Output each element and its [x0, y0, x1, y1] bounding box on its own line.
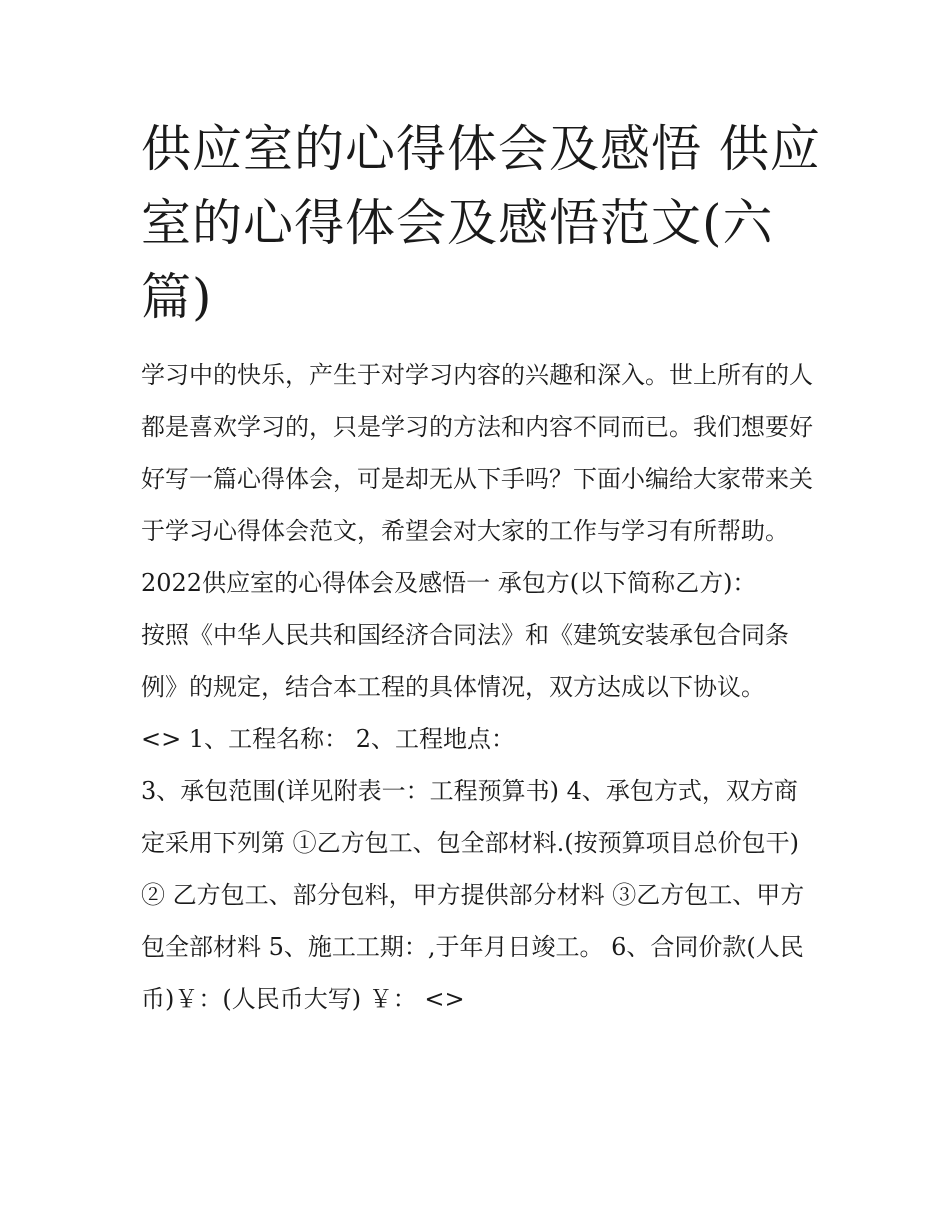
body-paragraph: <> 1、工程名称： 2、工程地点：	[141, 725, 516, 753]
intro-paragraph: 学习中的快乐，产生于对学习内容的兴趣和深入。世上所有的人都是喜欢学习的，只是学习的方法和内容不同而已。我们想要好好写一篇心得体会，可是却无从下手吗？下面小编给大家带来关于学习心得体会范文，希望会对大家的工作与学习有所帮助。	[141, 361, 813, 545]
section-heading: 2022供应室的心得体会及感悟一 承包方(以下简称乙方)：	[141, 569, 757, 597]
body-paragraph: 按照《中华人民共和国经济合同法》和《建筑安装承包合同条例》的规定，结合本工程的具体情况，双方达成以下协议。	[141, 621, 789, 701]
document-page	[141, 112, 821, 1025]
body-paragraph: 3、承包范围(详见附表一：工程预算书) 4、承包方式，双方商定采用下列第 ①乙方包工、包全部材料.(按预算项目总价包干)	[141, 777, 799, 857]
body-paragraph: ② 乙方包工、部分包料，甲方提供部分材料 ③乙方包工、甲方包全部材料 5、施工工期：,于年月日竣工。 6、合同价款(人民币)￥：(人民币大写) ￥： <>	[141, 881, 805, 1013]
document-title: 供应室的心得体会及感悟 供应室的心得体会及感悟范文(六篇)	[141, 120, 821, 326]
